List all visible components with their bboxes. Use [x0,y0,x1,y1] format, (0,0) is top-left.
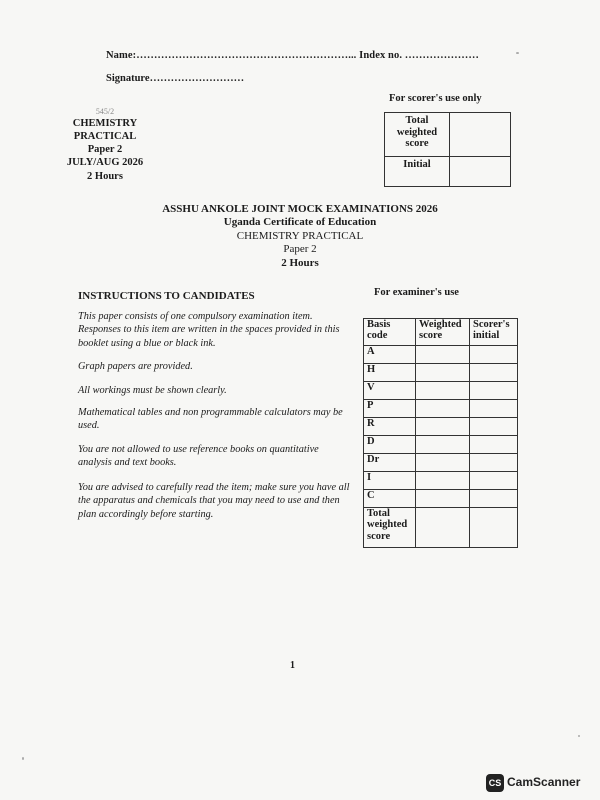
instruction-item: Mathematical tables and non programmable calculators may be used. [78,407,343,432]
initial-cell[interactable] [470,490,518,508]
initial-label: Initial [385,157,450,187]
scan-speck [516,52,519,54]
examiner-table-title: For examiner's use [374,287,459,298]
exam-paper: Paper 2 [283,243,317,256]
instruction-item: All workings must be shown clearly. [78,385,227,396]
instruction-item: Graph papers are provided. [78,361,193,372]
scan-speck [22,757,24,760]
basis-code: D [364,436,416,454]
subject-paper: Paper 2 [87,144,123,156]
instructions-title: INSTRUCTIONS TO CANDIDATES [78,290,255,302]
subject-date: JULY/AUG 2026 [66,157,144,169]
exam-certificate: Uganda Certificate of Education [223,216,377,229]
camscanner-brand: CamScanner [507,775,581,789]
initial-cell[interactable] [470,346,518,364]
basis-code: I [364,472,416,490]
header-basis-code: Basis code [364,319,416,346]
weighted-score-cell[interactable] [416,346,470,364]
instruction-item: You are not allowed to use reference books on quantitative analysis and text books. [78,444,319,469]
total-weighted-score-label: Total weighted score [385,113,450,157]
instruction-item: You are advised to carefully read the item; make sure you have all the apparatus and chemicals that you may need to use and then plan accordingly before starting. [78,482,350,520]
weighted-score-cell[interactable] [416,418,470,436]
basis-code: C [364,490,416,508]
total-initial-cell[interactable] [470,508,518,548]
exam-duration: 2 Hours [281,256,319,269]
total-weighted-score-label: Total weighted score [364,508,416,548]
scorer-box-title: For scorer's use only [389,93,482,104]
basis-code: P [364,400,416,418]
basis-code: R [364,418,416,436]
basis-code: H [364,364,416,382]
exam-title: ASSHU ANKOLE JOINT MOCK EXAMINATIONS 2026 [162,203,438,215]
initial-cell[interactable] [470,364,518,382]
basis-code: V [364,382,416,400]
paper-code: 545/2 [95,107,115,116]
basis-code: Dr [364,454,416,472]
page-number: 1 [290,660,295,671]
total-weighted-score-cell[interactable] [416,508,470,548]
exam-subject: CHEMISTRY PRACTICAL [236,229,364,242]
initial-cell[interactable] [450,157,511,187]
weighted-score-cell[interactable] [416,400,470,418]
weighted-score-cell[interactable] [416,472,470,490]
exam-heading [140,203,460,270]
subject-name-line2: PRACTICAL [73,131,137,143]
initial-cell[interactable] [470,454,518,472]
initial-cell[interactable] [470,472,518,490]
subject-name-line1: CHEMISTRY [72,118,138,129]
weighted-score-cell[interactable] [416,364,470,382]
scorer-table [384,112,511,187]
initial-cell[interactable] [470,418,518,436]
basis-code: A [364,346,416,364]
examiner-table [363,318,518,548]
total-weighted-score-cell[interactable] [450,113,511,157]
header-scorers-initial: Scorer's initial [470,319,518,346]
instruction-item: This paper consists of one compulsory examination item. Responses to this item are written in the spaces provided in this booklet using a blue or black ink. [78,311,340,349]
header-weighted-score: Weighted score [416,319,470,346]
subject-duration: 2 Hours [87,170,123,182]
initial-cell[interactable] [470,400,518,418]
subject-block [61,108,149,183]
weighted-score-cell[interactable] [416,382,470,400]
weighted-score-cell[interactable] [416,436,470,454]
weighted-score-cell[interactable] [416,454,470,472]
camscanner-logo-icon: CS [486,774,504,792]
initial-cell[interactable] [470,382,518,400]
signature-line: Signature……………………… [106,73,245,84]
scan-speck [578,735,580,737]
name-index-line: Name:……………………………………………………... Index no. ………………… [106,50,479,61]
weighted-score-cell[interactable] [416,490,470,508]
initial-cell[interactable] [470,436,518,454]
